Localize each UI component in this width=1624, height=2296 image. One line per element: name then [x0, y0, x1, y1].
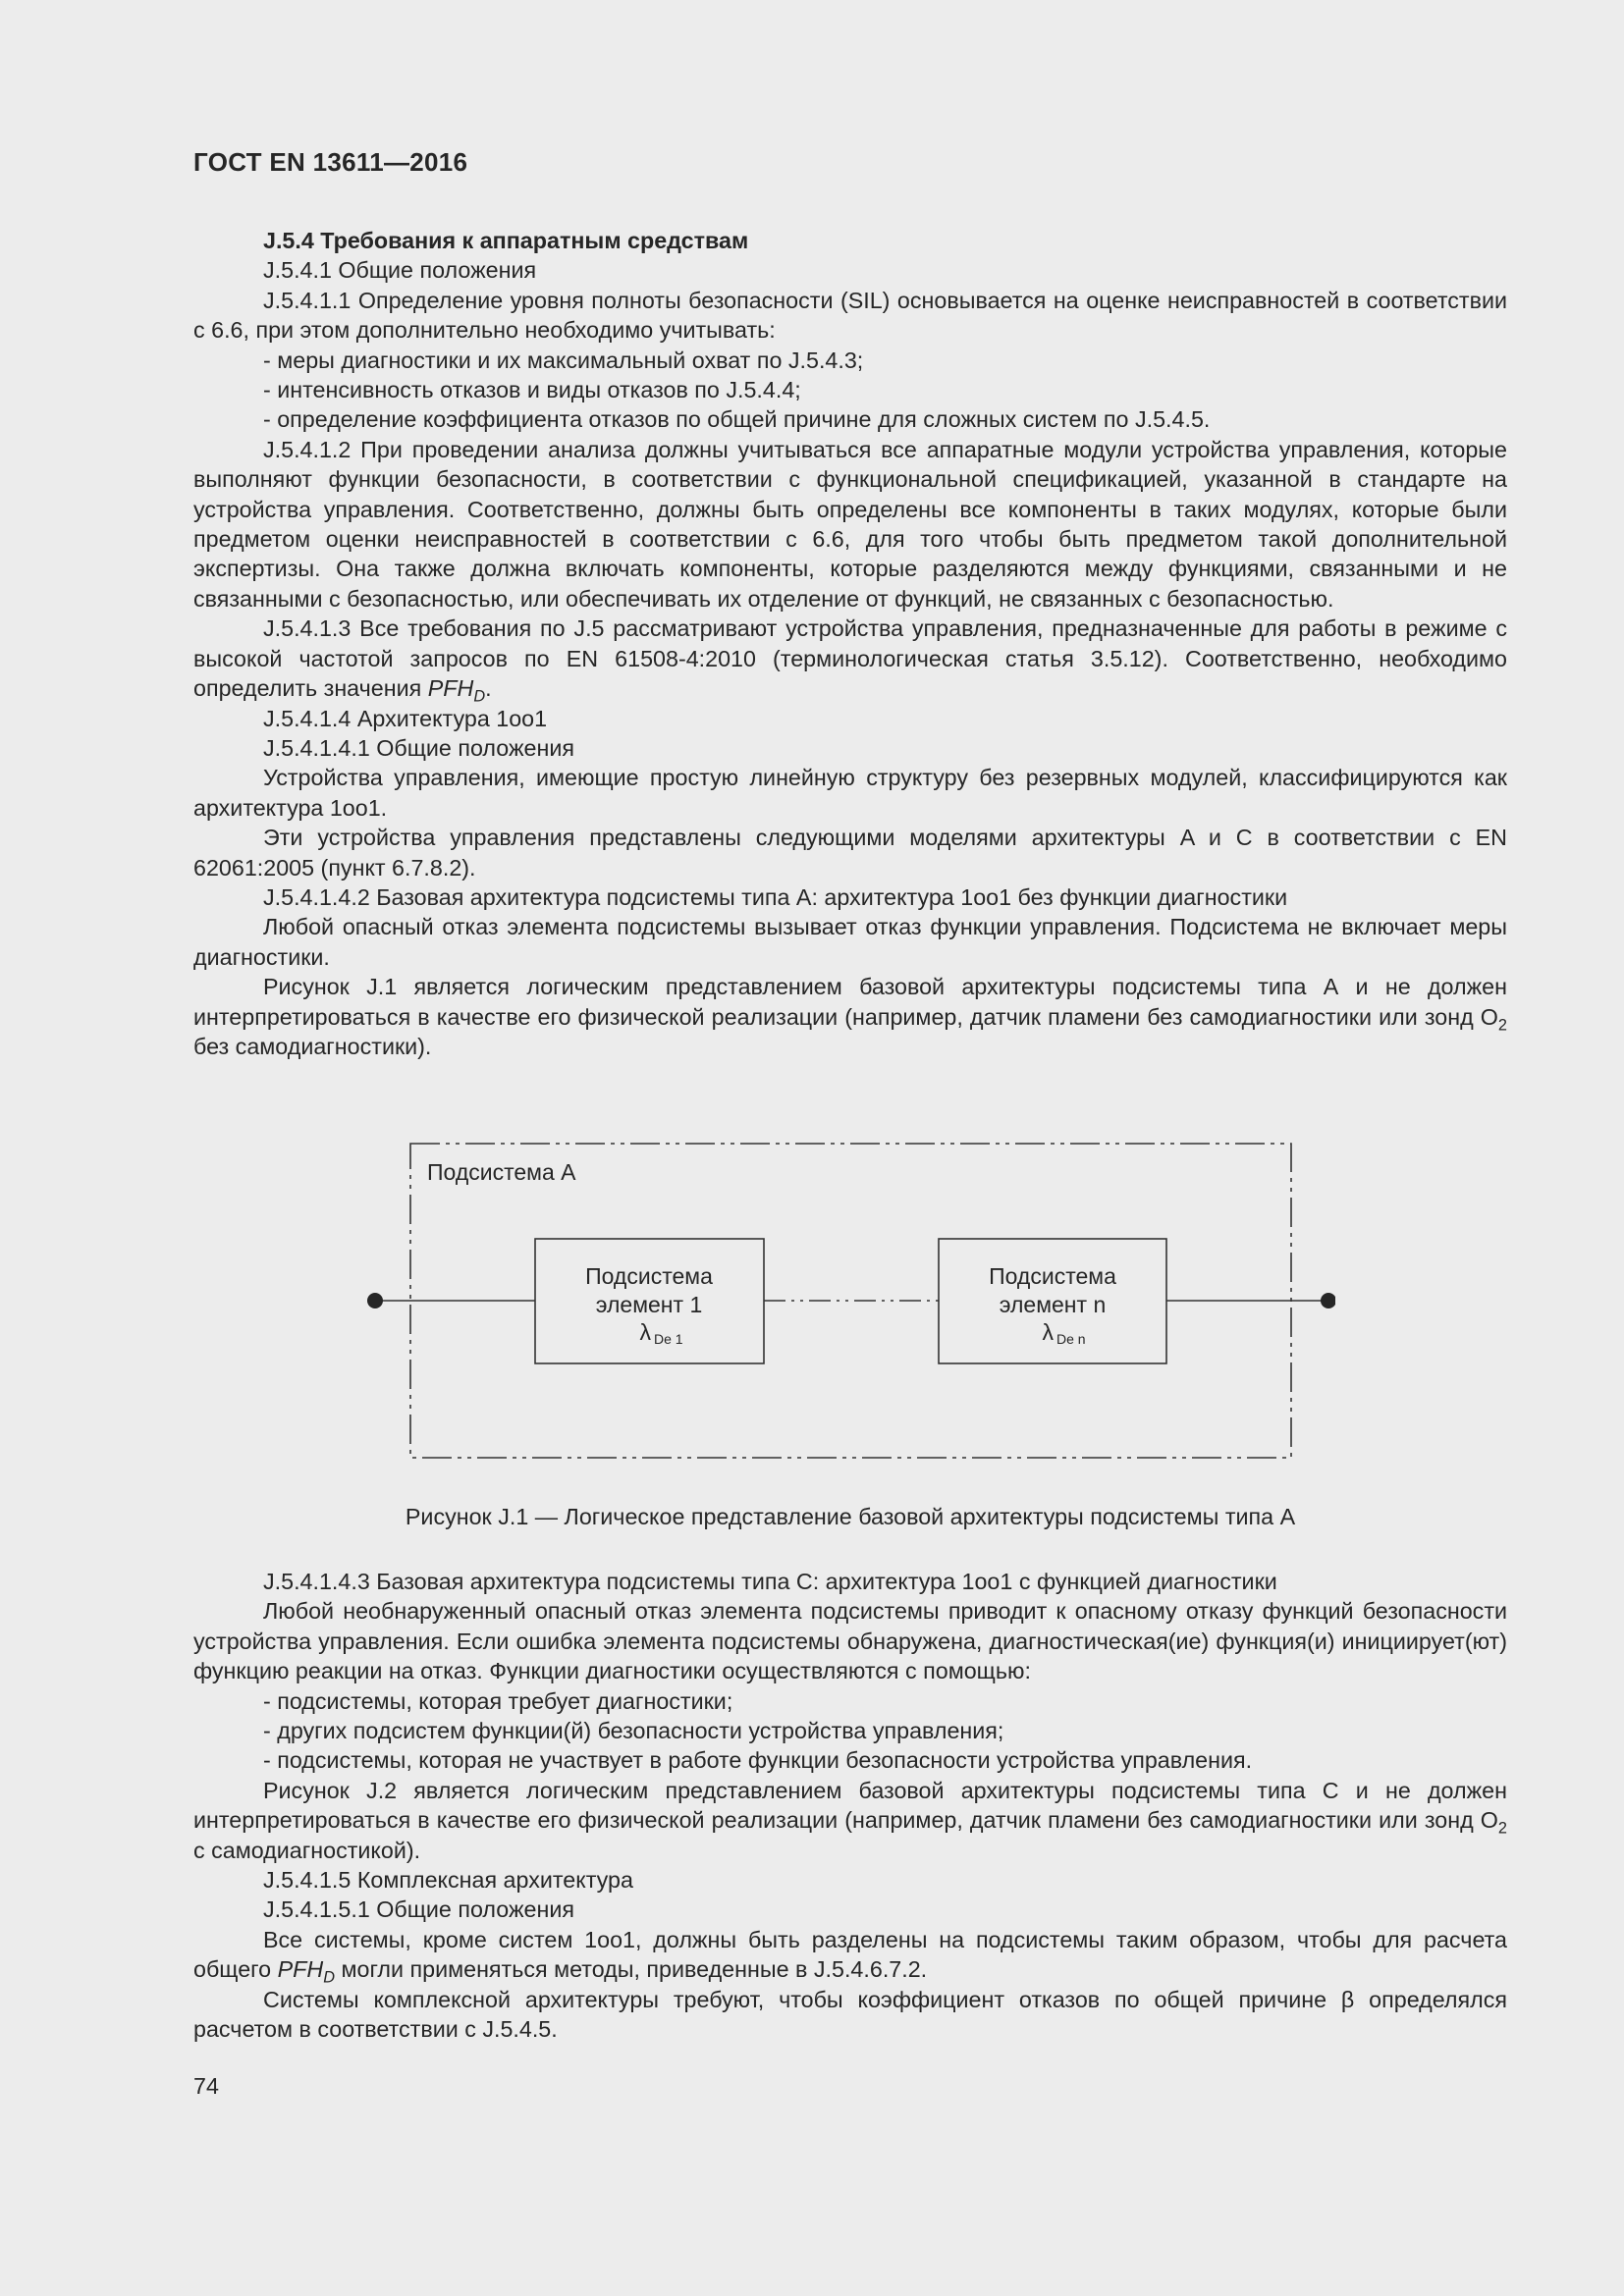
element-n-line2: элемент n	[999, 1292, 1107, 1317]
paragraph-figure-c: Рисунок J.2 является логическим представлением базовой архитектуры подсистемы типа С и не должен интерпретироваться в качестве его физической реализации (например, датчик пламени без самодиагностики или зонд $O_2$ с самодиагностикой).	[193, 1777, 1507, 1863]
subsection-complex: J.5.4.1.5 Комплексная архитектура	[263, 1867, 633, 1894]
subsystem-a-label: Подсистема А	[427, 1159, 576, 1185]
list-item: - подсистемы, которая не участвует в работе функции безопасности устройства управления.	[263, 1747, 1253, 1774]
document-header: ГОСТ EN 13611—2016	[193, 147, 468, 177]
paragraph-devices: Устройства управления, имеющие простую линейную структуру без резервных модулей, классифицируются как архитектура 1oo1.	[193, 765, 1507, 821]
list-item: - меры диагностики и их максимальный охват по J.5.4.3;	[263, 347, 864, 373]
element-1-line2: элемент 1	[595, 1292, 703, 1317]
paragraph-analysis: J.5.4.1.2 При проведении анализа должны учитываться все аппаратные модули устройства управления, которые выполняют функции безопасности, в соответствии с функциональной спецификацией, указанной в стандарте на устройства управления. Соответственно, должны быть определены все компоненты в таких модулях, которые были предметом оценки неисправностей в соответствии с 6.6, для того чтобы быть предметом такой дополнительной экспертизы. Она также должна включать компоненты, которые разделяются между функциями, связанными и не связанными с безопасностью, или обеспечивать их отделение от функций, не связанных с безопасностью.	[193, 436, 1507, 612]
subsection-arch-a: J.5.4.1.4.2 Базовая архитектура подсистемы типа А: архитектура 1oo1 без функции диагностики	[263, 883, 1288, 910]
paragraph-beta: Системы комплексной архитектуры требуют, чтобы коэффициент отказов по общей причине β определялся расчетом в соответствии с J.5.4.5.	[193, 1986, 1507, 2043]
paragraph-models: Эти устройства управления представлены следующими моделями архитектуры A и C в соответствии с EN 62061:2005 (пункт 6.7.8.2).	[193, 825, 1507, 881]
element-1-lambda: λ	[639, 1319, 651, 1345]
subsection-complex-general: J.5.4.1.5.1 Общие положения	[263, 1896, 574, 1923]
section-heading: J.5.4 Требования к аппаратным средствам	[263, 228, 749, 253]
subsection-architecture-general: J.5.4.1.4.1 Общие положения	[263, 734, 574, 761]
output-terminal	[1321, 1293, 1335, 1308]
figure-caption: Рисунок J.1 — Логическое представление базовой архитектуры подсистемы типа А	[405, 1504, 1296, 1529]
element-1-lambda-subscript: De 1	[654, 1331, 683, 1347]
paragraph-sil: J.5.4.1.1 Определение уровня полноты безопасности (SIL) основывается на оценке неисправностей в соответствии с 6.6, при этом дополнительно необходимо учитывать:	[193, 287, 1507, 344]
list-item: - интенсивность отказов и виды отказов по J.5.4.4;	[263, 377, 801, 403]
list-item: - определение коэффициента отказов по общей причине для сложных систем по J.5.4.5.	[263, 406, 1211, 433]
list-item: - подсистемы, которая требует диагностики;	[263, 1687, 733, 1714]
text-block-2	[193, 1567, 1507, 2045]
paragraph-requirements: J.5.4.1.3 Все требования по J.5 рассматривают устройства управления, предназначенные для работы в режиме с высокой частотой запросов по EN 61508-4:2010 (терминологическая статья 3.5.12). Соответственно, необходимо определить значения $PFH_D$.	[193, 615, 1507, 706]
element-1-line1: Подсистема	[585, 1263, 713, 1289]
list-item: - других подсистем функции(й) безопасности устройства управления;	[263, 1718, 1004, 1744]
element-n-lambda: λ	[1042, 1319, 1054, 1345]
subsystem-a-boundary	[410, 1144, 1291, 1458]
paragraph-failure-a: Любой опасный отказ элемента подсистемы вызывает отказ функции управления. Подсистема не включает меры диагностики.	[193, 914, 1507, 970]
pfh-symbol: $PFH_D$	[277, 1956, 335, 1987]
element-n-line1: Подсистема	[989, 1263, 1116, 1289]
pfh-symbol: $PFH_D$	[427, 675, 486, 706]
input-terminal	[367, 1293, 383, 1308]
page-number: 74	[193, 2073, 219, 2099]
text-block-1	[193, 226, 1507, 1061]
element-n-lambda-subscript: De n	[1056, 1331, 1086, 1347]
paragraph-figure-a: Рисунок J.1 является логическим представлением базовой архитектуры подсистемы типа А и не должен интерпретироваться в качестве его физической реализации (например, датчик пламени без самодиагностики или зонд $O_2$ без самодиагностики).	[193, 974, 1507, 1059]
subsection-architecture: J.5.4.1.4 Архитектура 1oo1	[263, 705, 548, 731]
subsection-general: J.5.4.1 Общие положения	[263, 257, 537, 284]
paragraph-failure-c: Любой необнаруженный опасный отказ элемента подсистемы приводит к опасному отказу функций безопасности устройства управления. Если ошибка элемента подсистемы обнаружена, диагностическая(ие) функция(и) инициирует(ют) функцию реакции на отказ. Функции диагностики осуществляются с помощью:	[193, 1598, 1507, 1684]
paragraph-all-systems: Все системы, кроме систем 1oo1, должны быть разделены на подсистемы таким образом, чтобы для расчета общего $PFH_D$ могли применяться методы, приведенные в J.5.4.6.7.2.	[193, 1926, 1507, 1987]
figure-j1-diagram	[363, 1134, 1335, 1468]
subsection-arch-c: J.5.4.1.4.3 Базовая архитектура подсистемы типа С: архитектура 1oo1 с функцией диагностики	[263, 1569, 1277, 1594]
